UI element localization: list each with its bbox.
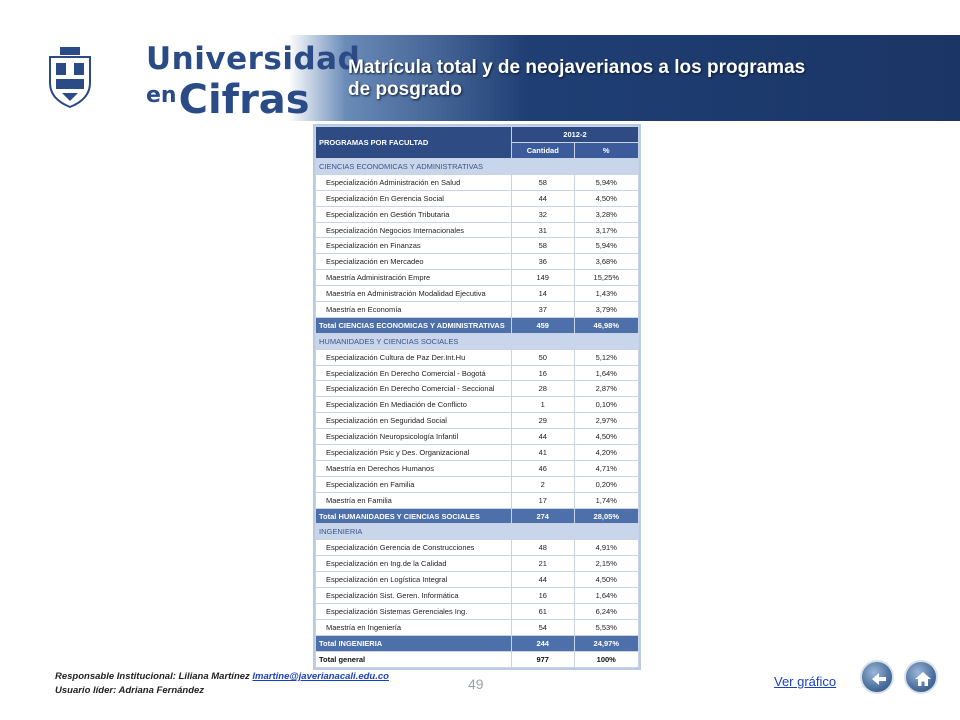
table-row (316, 238, 639, 254)
program-quantity: 31 (511, 222, 574, 238)
section-total-label: Total INGENIERIA (316, 635, 512, 651)
program-percent: 3,79% (574, 302, 638, 318)
program-name: Especialización en Finanzas (316, 238, 512, 254)
program-percent: 0,20% (574, 476, 638, 492)
program-percent: 5,12% (574, 349, 638, 365)
footer-credits (55, 670, 389, 698)
table-row (316, 365, 639, 381)
program-percent: 1,64% (574, 365, 638, 381)
page-number: 49 (468, 676, 484, 692)
col-header-percent: % (574, 143, 638, 159)
program-name: Especialización Negocios Internacionales (316, 222, 512, 238)
program-name: Especialización Sist. Geren. Informática (316, 588, 512, 604)
grand-total-label: Total general (316, 651, 512, 667)
table-row (316, 619, 639, 635)
program-quantity: 37 (511, 302, 574, 318)
home-button[interactable] (904, 660, 938, 694)
enrollment-table (315, 126, 639, 668)
program-percent: 4,71% (574, 460, 638, 476)
program-name: Especialización Sistemas Gerenciales Ing. (316, 603, 512, 619)
program-quantity: 36 (511, 254, 574, 270)
program-name: Maestría en Ingeniería (316, 619, 512, 635)
program-name: Especialización Gerencia de Construcciones (316, 540, 512, 556)
program-quantity: 32 (511, 206, 574, 222)
program-quantity: 48 (511, 540, 574, 556)
program-percent: 4,91% (574, 540, 638, 556)
section-total-label: Total CIENCIAS ECONOMICAS Y ADMINISTRATIVAS (316, 317, 512, 333)
section-total-row (316, 508, 639, 524)
program-percent: 5,94% (574, 238, 638, 254)
program-percent: 4,50% (574, 429, 638, 445)
responsible-email-link[interactable]: lmartine@javerianacali.edu.co (252, 671, 389, 682)
program-quantity: 44 (511, 190, 574, 206)
program-quantity: 14 (511, 286, 574, 302)
program-percent: 3,68% (574, 254, 638, 270)
header-banner (0, 35, 960, 121)
program-percent: 2,15% (574, 556, 638, 572)
section-total-percent: 24,97% (574, 635, 638, 651)
program-name: Especialización en Familia (316, 476, 512, 492)
program-name: Especialización En Derecho Comercial - Bogotá (316, 365, 512, 381)
table-row (316, 349, 639, 365)
program-quantity: 16 (511, 365, 574, 381)
program-name: Especialización En Mediación de Conflicto (316, 397, 512, 413)
section-title: HUMANIDADES Y CIENCIAS SOCIALES (316, 333, 639, 349)
home-icon (913, 669, 933, 689)
grand-total-quantity: 977 (511, 651, 574, 667)
section-title: INGENIERIA (316, 524, 639, 540)
program-name: Maestría en Economía (316, 302, 512, 318)
program-percent: 5,53% (574, 619, 638, 635)
brand-logo-text (146, 41, 360, 123)
section-header-row (316, 333, 639, 349)
program-percent: 1,64% (574, 588, 638, 604)
program-percent: 6,24% (574, 603, 638, 619)
responsible-label: Responsable Institucional: Liliana Martínez (55, 671, 253, 682)
section-total-percent: 28,05% (574, 508, 638, 524)
program-name: Especialización Administración en Salud (316, 174, 512, 190)
program-quantity: 17 (511, 492, 574, 508)
program-name: Maestría en Administración Modalidad Ejecutiva (316, 286, 512, 302)
program-quantity: 54 (511, 619, 574, 635)
table-row (316, 222, 639, 238)
grand-total-row (316, 651, 639, 667)
program-quantity: 28 (511, 381, 574, 397)
program-percent: 4,20% (574, 445, 638, 461)
section-total-row (316, 317, 639, 333)
program-percent: 15,25% (574, 270, 638, 286)
program-quantity: 44 (511, 572, 574, 588)
table-row (316, 190, 639, 206)
section-title: CIENCIAS ECONOMICAS Y ADMINISTRATIVAS (316, 159, 639, 175)
program-name: Especialización Psic y Des. Organizacional (316, 445, 512, 461)
back-button[interactable] (860, 660, 894, 694)
program-percent: 5,94% (574, 174, 638, 190)
table-row (316, 588, 639, 604)
view-chart-link[interactable]: Ver gráfico (774, 674, 837, 689)
table-row (316, 413, 639, 429)
brand-line-1: Universidad (146, 41, 361, 77)
program-name: Especialización en Gestión Tributaria (316, 206, 512, 222)
program-name: Especialización Neuropsicología Infantil (316, 429, 512, 445)
table-row (316, 302, 639, 318)
program-name: Especialización En Gerencia Social (316, 190, 512, 206)
program-percent: 3,17% (574, 222, 638, 238)
section-total-quantity: 459 (511, 317, 574, 333)
program-quantity: 29 (511, 413, 574, 429)
program-name: Especialización Cultura de Paz Der.Int.Hu (316, 349, 512, 365)
program-percent: 4,50% (574, 572, 638, 588)
table-row (316, 492, 639, 508)
section-total-row (316, 635, 639, 651)
table-row (316, 254, 639, 270)
program-quantity: 41 (511, 445, 574, 461)
program-name: Especialización En Derecho Comercial - Seccional (316, 381, 512, 397)
program-name: Especialización en Logística Integral (316, 572, 512, 588)
program-percent: 1,74% (574, 492, 638, 508)
program-quantity: 44 (511, 429, 574, 445)
leader-line: Usuario líder: Adriana Fernández (55, 685, 205, 696)
program-quantity: 58 (511, 174, 574, 190)
program-quantity: 1 (511, 397, 574, 413)
table-row (316, 429, 639, 445)
section-header-row (316, 159, 639, 175)
table-row (316, 476, 639, 492)
program-percent: 3,28% (574, 206, 638, 222)
program-percent: 1,43% (574, 286, 638, 302)
section-total-quantity: 244 (511, 635, 574, 651)
table-row (316, 445, 639, 461)
program-percent: 2,97% (574, 413, 638, 429)
program-quantity: 46 (511, 460, 574, 476)
program-percent: 2,87% (574, 381, 638, 397)
col-header-quantity: Cantidad (511, 143, 574, 159)
university-crest-logo (42, 43, 98, 113)
table-row (316, 397, 639, 413)
table-row (316, 603, 639, 619)
program-name: Maestría en Familia (316, 492, 512, 508)
table-row (316, 540, 639, 556)
program-name: Especialización en Seguridad Social (316, 413, 512, 429)
program-name: Especialización en Ing.de la Calidad (316, 556, 512, 572)
grand-total-percent: 100% (574, 651, 638, 667)
section-total-percent: 46,98% (574, 317, 638, 333)
program-quantity: 21 (511, 556, 574, 572)
table-row (316, 460, 639, 476)
program-quantity: 58 (511, 238, 574, 254)
brand-line-3: Cifras (178, 77, 310, 123)
table-body (316, 159, 639, 668)
table-row (316, 572, 639, 588)
col-header-period: 2012-2 (511, 127, 638, 143)
program-quantity: 61 (511, 603, 574, 619)
responsible-line (55, 670, 389, 684)
program-percent: 4,50% (574, 190, 638, 206)
program-quantity: 16 (511, 588, 574, 604)
enrollment-table-container (313, 124, 641, 670)
table-row (316, 270, 639, 286)
program-name: Especialización en Mercadeo (316, 254, 512, 270)
section-total-label: Total HUMANIDADES Y CIENCIAS SOCIALES (316, 508, 512, 524)
page-title: Matrícula total y de neojaverianos a los programas de posgrado (348, 57, 806, 100)
table-row (316, 286, 639, 302)
back-arrow-icon (869, 669, 889, 689)
program-quantity: 50 (511, 349, 574, 365)
program-quantity: 2 (511, 476, 574, 492)
program-name: Maestría Administración Empre (316, 270, 512, 286)
section-header-row (316, 524, 639, 540)
table-row (316, 381, 639, 397)
brand-line-2: en (146, 83, 177, 108)
section-total-quantity: 274 (511, 508, 574, 524)
program-name: Maestría en Derechos Humanos (316, 460, 512, 476)
program-percent: 0,10% (574, 397, 638, 413)
col-header-program: PROGRAMAS POR FACULTAD (316, 127, 512, 159)
table-row (316, 556, 639, 572)
program-quantity: 149 (511, 270, 574, 286)
table-row (316, 174, 639, 190)
table-row (316, 206, 639, 222)
